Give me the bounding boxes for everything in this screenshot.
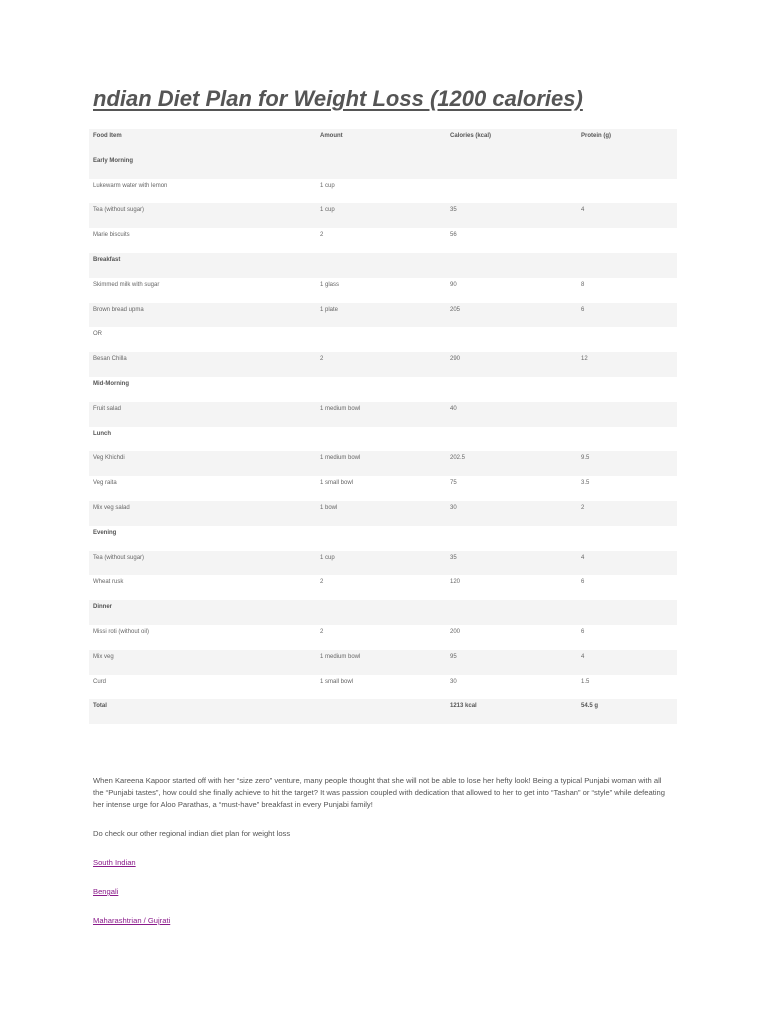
amount-cell: 1 small bowl: [320, 480, 354, 487]
protein-cell: 4: [581, 554, 585, 561]
protein-cell: [577, 253, 677, 278]
section-row: [89, 377, 677, 402]
header-calories: Calories (kcal): [450, 133, 492, 139]
diet-table: [89, 129, 677, 724]
calories-cell: 40: [450, 405, 457, 412]
protein-cell: 1.5: [581, 678, 590, 685]
food-item-cell: Mid-Morning: [93, 380, 129, 387]
total-row: [89, 699, 677, 724]
amount-cell: [316, 699, 446, 724]
amount-cell: 1 plate: [320, 306, 339, 313]
calories-cell: 120: [450, 579, 461, 586]
table-row: [89, 551, 677, 576]
amount-cell: [316, 377, 446, 402]
calories-cell: 30: [450, 504, 457, 511]
calories-cell: 56: [450, 232, 457, 239]
food-item-cell: Skimmed milk with sugar: [93, 281, 160, 288]
protein-cell: 9.5: [581, 455, 590, 462]
table-row: [89, 451, 677, 476]
regional-plans-text: Do check our other regional indian diet plan for weight loss: [93, 829, 291, 838]
table-row: [89, 228, 677, 253]
protein-cell: 8: [581, 281, 585, 288]
food-item-cell: Dinner: [93, 604, 113, 611]
protein-cell: [577, 402, 677, 427]
table-row: [89, 179, 677, 204]
header-amount: Amount: [320, 133, 343, 139]
food-item-cell: Mix veg salad: [93, 504, 130, 511]
table-row: [89, 402, 677, 427]
calories-cell: 200: [450, 628, 461, 635]
calories-cell: [446, 377, 577, 402]
protein-cell: 4: [581, 207, 585, 214]
protein-cell: [577, 526, 677, 551]
food-item-cell: Mix veg: [93, 653, 114, 660]
protein-cell: [577, 600, 677, 625]
amount-cell: [316, 253, 446, 278]
calories-cell: [446, 327, 577, 352]
protein-cell: [577, 154, 677, 179]
calories-cell: 202.5: [450, 455, 466, 462]
amount-cell: [316, 600, 446, 625]
calories-cell: 95: [450, 653, 457, 660]
protein-cell: [577, 377, 677, 402]
table-row: [89, 501, 677, 526]
table-header-row: [89, 129, 677, 154]
protein-cell: 54.5 g: [581, 703, 599, 710]
table-row: [89, 650, 677, 675]
amount-cell: 1 glass: [320, 281, 340, 288]
calories-cell: [446, 526, 577, 551]
amount-cell: 1 cup: [320, 554, 335, 561]
food-item-cell: Besan Chilla: [93, 356, 127, 363]
food-item-cell: Brown bread upma: [93, 306, 144, 313]
protein-cell: [577, 327, 677, 352]
food-item-cell: Early Morning: [93, 157, 134, 164]
protein-cell: [577, 228, 677, 253]
food-item-cell: Tea (without sugar): [93, 554, 145, 561]
amount-cell: 1 bowl: [320, 504, 338, 511]
link-maharashtrian-gujrati[interactable]: Maharashtrian / Gujrati: [93, 916, 171, 925]
calories-cell: 1213 kcal: [450, 703, 477, 710]
table-body: [89, 154, 677, 724]
amount-cell: 1 cup: [320, 182, 335, 189]
intro-paragraph: When Kareena Kapoor started off with her “size zero” venture, many people thought that she will not be able to lose her hefty look! Being a typical Punjabi woman with all the “Punjabi tastes”, how could she finally achieve to hit the target? It was passion coupled with dedication that allowed to her to get into “Tashan” or “style” while defeating her intense urge for Aloo Parathas, a “must-have” breakfast in every Punjabi family!: [93, 776, 665, 809]
protein-cell: 12: [581, 356, 588, 363]
section-row: [89, 427, 677, 452]
amount-cell: [316, 526, 446, 551]
protein-cell: 6: [581, 306, 585, 313]
amount-cell: 1 cup: [320, 207, 335, 214]
table-row: [89, 327, 677, 352]
header-protein: Protein (g): [581, 133, 611, 139]
calories-cell: [446, 253, 577, 278]
link-bengali[interactable]: Bengali: [93, 887, 119, 896]
link-south-indian[interactable]: South Indian: [93, 858, 136, 867]
calories-cell: [446, 427, 577, 452]
section-row: [89, 253, 677, 278]
protein-cell: 4: [581, 653, 585, 660]
food-item-cell: Veg raita: [93, 480, 117, 487]
calories-cell: 75: [450, 480, 457, 487]
food-item-cell: Total: [93, 703, 107, 710]
calories-cell: [446, 600, 577, 625]
amount-cell: [316, 154, 446, 179]
calories-cell: 35: [450, 207, 457, 214]
food-item-cell: Evening: [93, 529, 117, 536]
section-row: [89, 600, 677, 625]
calories-cell: 30: [450, 678, 457, 685]
table-row: [89, 278, 677, 303]
amount-cell: 2: [320, 628, 324, 635]
table-row: [89, 203, 677, 228]
table-row: [89, 625, 677, 650]
calories-cell: 205: [450, 306, 461, 313]
amount-cell: [316, 427, 446, 452]
protein-cell: 2: [581, 504, 585, 511]
amount-cell: 1 small bowl: [320, 678, 354, 685]
calories-cell: 290: [450, 356, 461, 363]
page-title: ndian Diet Plan for Weight Loss (1200 calories): [93, 86, 583, 111]
amount-cell: 1 medium bowl: [320, 455, 361, 462]
protein-cell: [577, 179, 677, 204]
food-item-cell: Lukewarm water with lemon: [93, 182, 168, 189]
food-item-cell: OR: [93, 331, 102, 338]
food-item-cell: Fruit salad: [93, 405, 122, 412]
food-item-cell: Lunch: [93, 430, 111, 437]
amount-cell: [316, 327, 446, 352]
section-row: [89, 154, 677, 179]
calories-cell: 90: [450, 281, 457, 288]
food-item-cell: Veg Khichdi: [93, 455, 125, 462]
amount-cell: 1 medium bowl: [320, 405, 361, 412]
food-item-cell: Wheat rusk: [93, 579, 124, 586]
amount-cell: 2: [320, 232, 324, 239]
section-row: [89, 526, 677, 551]
food-item-cell: Breakfast: [93, 256, 121, 263]
protein-cell: [577, 427, 677, 452]
header-food-item: Food Item: [93, 133, 122, 139]
protein-cell: 6: [581, 579, 585, 586]
table-row: [89, 675, 677, 700]
calories-cell: [446, 179, 577, 204]
table-row: [89, 575, 677, 600]
food-item-cell: Missi roti (without oil): [93, 628, 150, 635]
food-item-cell: Curd: [93, 678, 107, 685]
amount-cell: 2: [320, 579, 324, 586]
protein-cell: 3.5: [581, 480, 590, 487]
table-row: [89, 352, 677, 377]
amount-cell: 2: [320, 356, 324, 363]
food-item-cell: Tea (without sugar): [93, 207, 145, 214]
table-row: [89, 476, 677, 501]
table-row: [89, 303, 677, 328]
calories-cell: [446, 154, 577, 179]
amount-cell: 1 medium bowl: [320, 653, 361, 660]
food-item-cell: Marie biscuits: [93, 232, 130, 239]
protein-cell: 6: [581, 628, 585, 635]
calories-cell: 35: [450, 554, 457, 561]
